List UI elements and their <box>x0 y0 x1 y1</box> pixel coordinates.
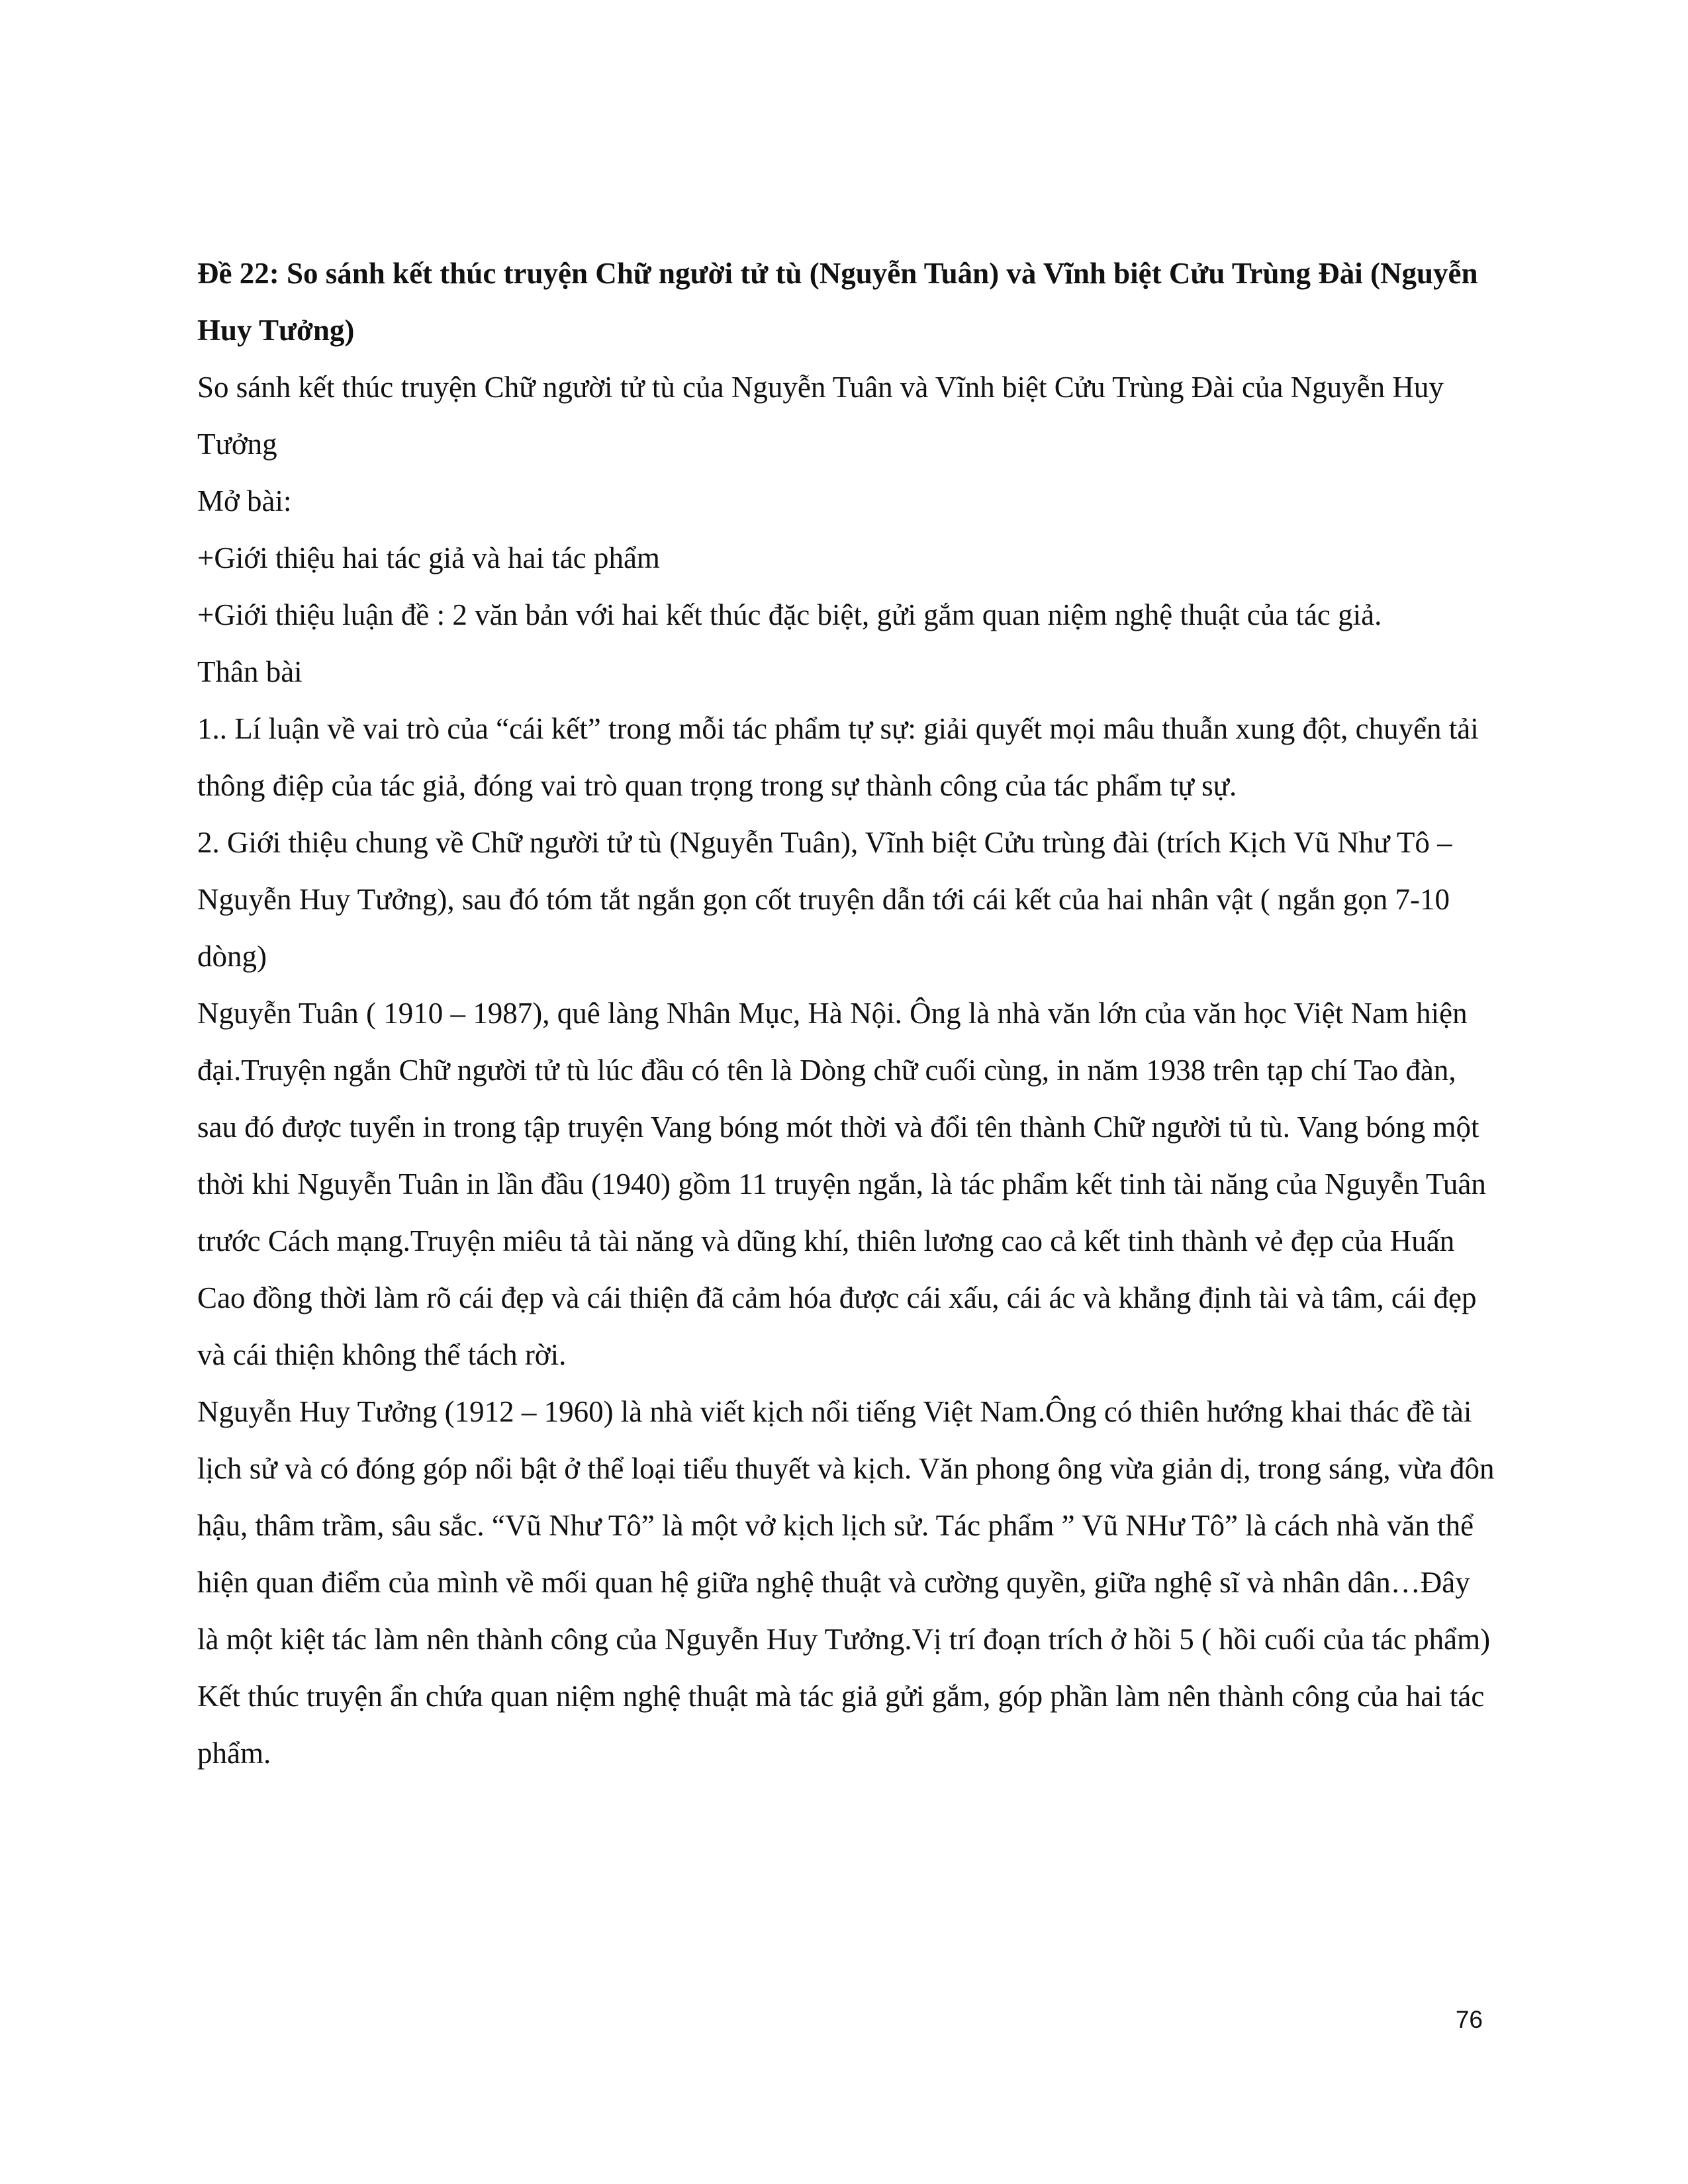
page-number: 76 <box>1455 2006 1483 2033</box>
opening-point-2: +Giới thiệu luận đề : 2 văn bản với hai kết thúc đặc biệt, gửi gắm quan niệm nghệ thuật của tác giả. <box>197 598 1382 631</box>
intro-paragraph: So sánh kết thúc truyện Chữ người tử tù của Nguyễn Tuân và Vĩnh biệt Cửu Trùng Đài của Nguyễn Huy Tưởng <box>197 371 1444 461</box>
nguyen-huy-tuong-paragraph: Nguyễn Huy Tưởng (1912 – 1960) là nhà viết kịch nổi tiếng Việt Nam.Ông có thiên hướng khai thác đề tài lịch sử và có đóng góp nổi bật ở thể loại tiểu thuyết và kịch. Văn phong ông vừa giản dị, trong sáng, vừa đôn hậu, thâm trầm, sâu sắc. “Vũ Như Tô” là một vở kịch lịch sử. Tác phẩm ” Vũ NHư Tô” là cách nhà văn thể hiện quan điểm của mình về mối quan hệ giữa nghệ thuật và cường quyền, giữa nghệ sĩ và nhân dân…Đây là một kiệt tác làm nên thành công của Nguyễn Huy Tưởng.Vị trí đoạn trích ở hồi 5 ( hồi cuối của tác phẩm) <box>197 1395 1495 1656</box>
opening-heading: Mở bài: <box>197 484 292 518</box>
conclusion-paragraph: Kết thúc truyện ẩn chứa quan niệm nghệ thuật mà tác giả gửi gắm, góp phần làm nên thành công của hai tác phẩm. <box>197 1680 1485 1770</box>
document-body <box>197 245 1495 1782</box>
nguyen-tuan-paragraph: Nguyễn Tuân ( 1910 – 1987), quê làng Nhân Mục, Hà Nội. Ông là nhà văn lớn của văn học Việt Nam hiện đại.Truyện ngắn Chữ người tử tù lúc đầu có tên là Dòng chữ cuối cùng, in năm 1938 trên tạp chí Tao đàn, sau đó được tuyển in trong tập truyện Vang bóng mót thời và đổi tên thành Chữ người tủ tù. Vang bóng một thời khi Nguyễn Tuân in lần đầu (1940) gồm 11 truyện ngắn, là tác phẩm kết tinh tài năng của Nguyễn Tuân trước Cách mạng.Truyện miêu tả tài năng và dũng khí, thiên lương cao cả kết tinh thành vẻ đẹp của Huấn Cao đồng thời làm rõ cái đẹp và cái thiện đã cảm hóa được cái xấu, cái ác và khẳng định tài và tâm, cái đẹp và cái thiện không thể tách rời. <box>197 997 1486 1371</box>
essay-title: Đề 22: So sánh kết thúc truyện Chữ người tử tù (Nguyễn Tuân) và Vĩnh biệt Cửu Trùng Đài (Nguyễn Huy Tưởng) <box>197 257 1478 347</box>
body-point-2: 2. Giới thiệu chung về Chữ người tử tù (Nguyễn Tuân), Vĩnh biệt Cửu trùng đài (trích Kịch Vũ Như Tô – Nguyễn Huy Tưởng), sau đó tóm tắt ngắn gọn cốt truyện dẫn tới cái kết của hai nhân vật ( ngắn gọn 7-10 dòng) <box>197 826 1452 973</box>
opening-point-1: +Giới thiệu hai tác giả và hai tác phẩm <box>197 541 660 574</box>
body-point-1: 1.. Lí luận về vai trò của “cái kết” trong mỗi tác phẩm tự sự: giải quyết mọi mâu thuẫn xung đột, chuyển tải thông điệp của tác giả, đóng vai trò quan trọng trong sự thành công của tác phẩm tự sự. <box>197 712 1479 802</box>
body-heading: Thân bài <box>197 655 303 688</box>
